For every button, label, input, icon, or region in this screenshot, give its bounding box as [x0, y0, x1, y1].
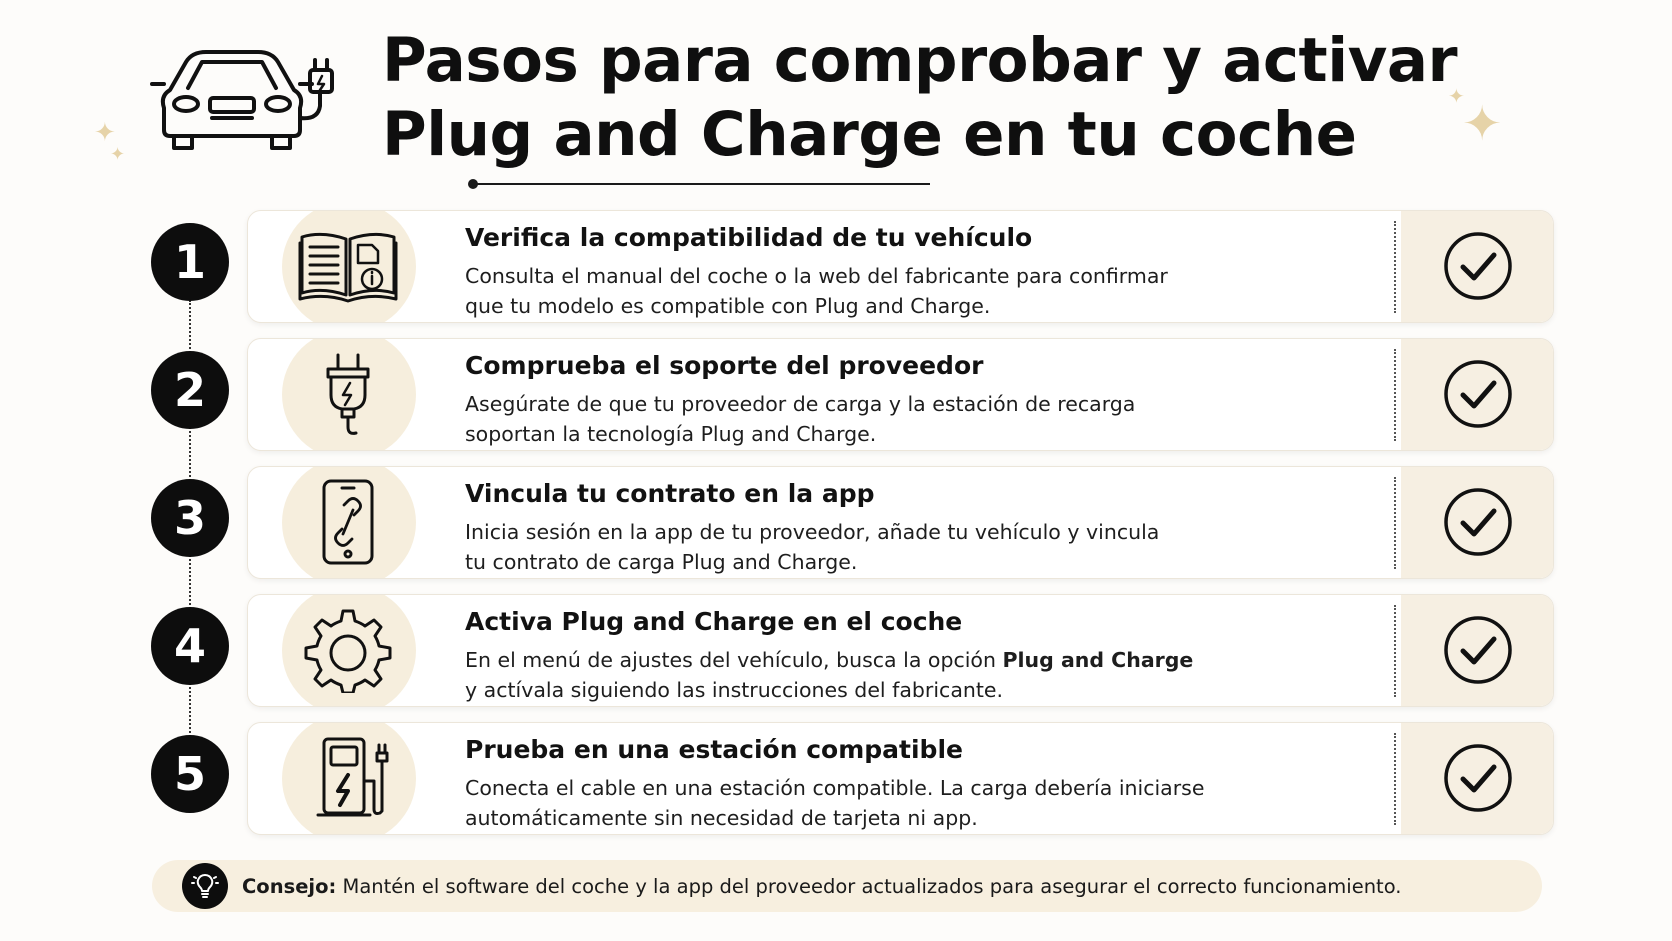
check-circle-icon[interactable]	[1443, 487, 1513, 557]
step-description	[465, 645, 1465, 705]
sparkle-icon: ✦	[1462, 96, 1503, 152]
sparkle-icon: ✦	[110, 144, 126, 165]
step-desc-line-2: que tu modelo es compatible con Plug and Charge.	[465, 294, 991, 318]
step-title: Verifica la compatibilidad de tu vehículo	[465, 223, 1033, 252]
phone-link-icon	[298, 479, 398, 565]
step-title: Vincula tu contrato en la app	[465, 479, 875, 508]
step-card-2	[247, 338, 1554, 451]
step-number-5: 5	[151, 735, 229, 813]
step-description	[465, 389, 1465, 449]
check-circle-icon[interactable]	[1443, 615, 1513, 685]
step-card-3	[247, 466, 1554, 579]
tip-body: Mantén el software del coche y la app del proveedor actualizados para asegurar el correcto funcionamiento.	[336, 874, 1402, 898]
charging-plug-icon	[298, 351, 398, 437]
step-desc-line-2: soportan la tecnología Plug and Charge.	[465, 422, 877, 446]
step-description	[465, 773, 1465, 833]
divider	[1394, 349, 1396, 441]
tip-text	[242, 875, 1401, 898]
step-description	[465, 261, 1465, 321]
step-desc-bold: Plug and Charge	[1002, 648, 1194, 672]
page-title	[382, 24, 1512, 172]
sparkle-icon: ✦	[94, 118, 116, 148]
gear-icon	[298, 607, 398, 693]
step-desc-line-2: tu contrato de carga Plug and Charge.	[465, 550, 858, 574]
step-desc-line-1: Inicia sesión en la app de tu proveedor, añade tu vehículo y vincula	[465, 520, 1160, 544]
step-desc-line-1: Conecta el cable en una estación compatible. La carga debería iniciarse	[465, 776, 1205, 800]
step-title: Prueba en una estación compatible	[465, 735, 963, 764]
sparkle-icon: ✦	[1448, 84, 1465, 108]
step-description	[465, 517, 1465, 577]
title-line-1: Pasos para comprobar y activar	[382, 25, 1458, 96]
step-title: Activa Plug and Charge en el coche	[465, 607, 963, 636]
manual-book-icon	[298, 223, 398, 309]
step-desc-line-1: En el menú de ajustes del vehículo, busca la opción	[465, 648, 1003, 672]
step-number-3: 3	[151, 479, 229, 557]
title-line-2: Plug and Charge en tu coche	[382, 99, 1357, 170]
step-card-1	[247, 210, 1554, 323]
step-number-2: 2	[151, 351, 229, 429]
check-panel	[1401, 211, 1553, 322]
step-number-1: 1	[151, 223, 229, 301]
check-panel	[1401, 339, 1553, 450]
check-circle-icon[interactable]	[1443, 231, 1513, 301]
car-plug-icon	[150, 44, 350, 154]
check-panel	[1401, 595, 1553, 706]
charging-station-icon	[298, 735, 398, 821]
step-desc-line-2: automáticamente sin necesidad de tarjeta ni app.	[465, 806, 978, 830]
check-circle-icon[interactable]	[1443, 743, 1513, 813]
tip-label: Consejo:	[242, 874, 337, 898]
divider	[1394, 733, 1396, 825]
step-desc-line-2: y actívala siguiendo las instrucciones del fabricante.	[465, 678, 1004, 702]
step-card-5	[247, 722, 1554, 835]
check-panel	[1401, 467, 1553, 578]
title-underline	[474, 183, 930, 185]
divider	[1394, 477, 1396, 569]
step-desc-line-1: Consulta el manual del coche o la web del fabricante para confirmar	[465, 264, 1168, 288]
step-number-4: 4	[151, 607, 229, 685]
step-desc-line-1: Asegúrate de que tu proveedor de carga y la estación de recarga	[465, 392, 1136, 416]
step-card-4	[247, 594, 1554, 707]
step-title: Comprueba el soporte del proveedor	[465, 351, 984, 380]
divider	[1394, 221, 1396, 313]
check-circle-icon[interactable]	[1443, 359, 1513, 429]
lightbulb-icon	[182, 863, 228, 909]
divider	[1394, 605, 1396, 697]
tip-banner	[152, 860, 1542, 912]
check-panel	[1401, 723, 1553, 834]
